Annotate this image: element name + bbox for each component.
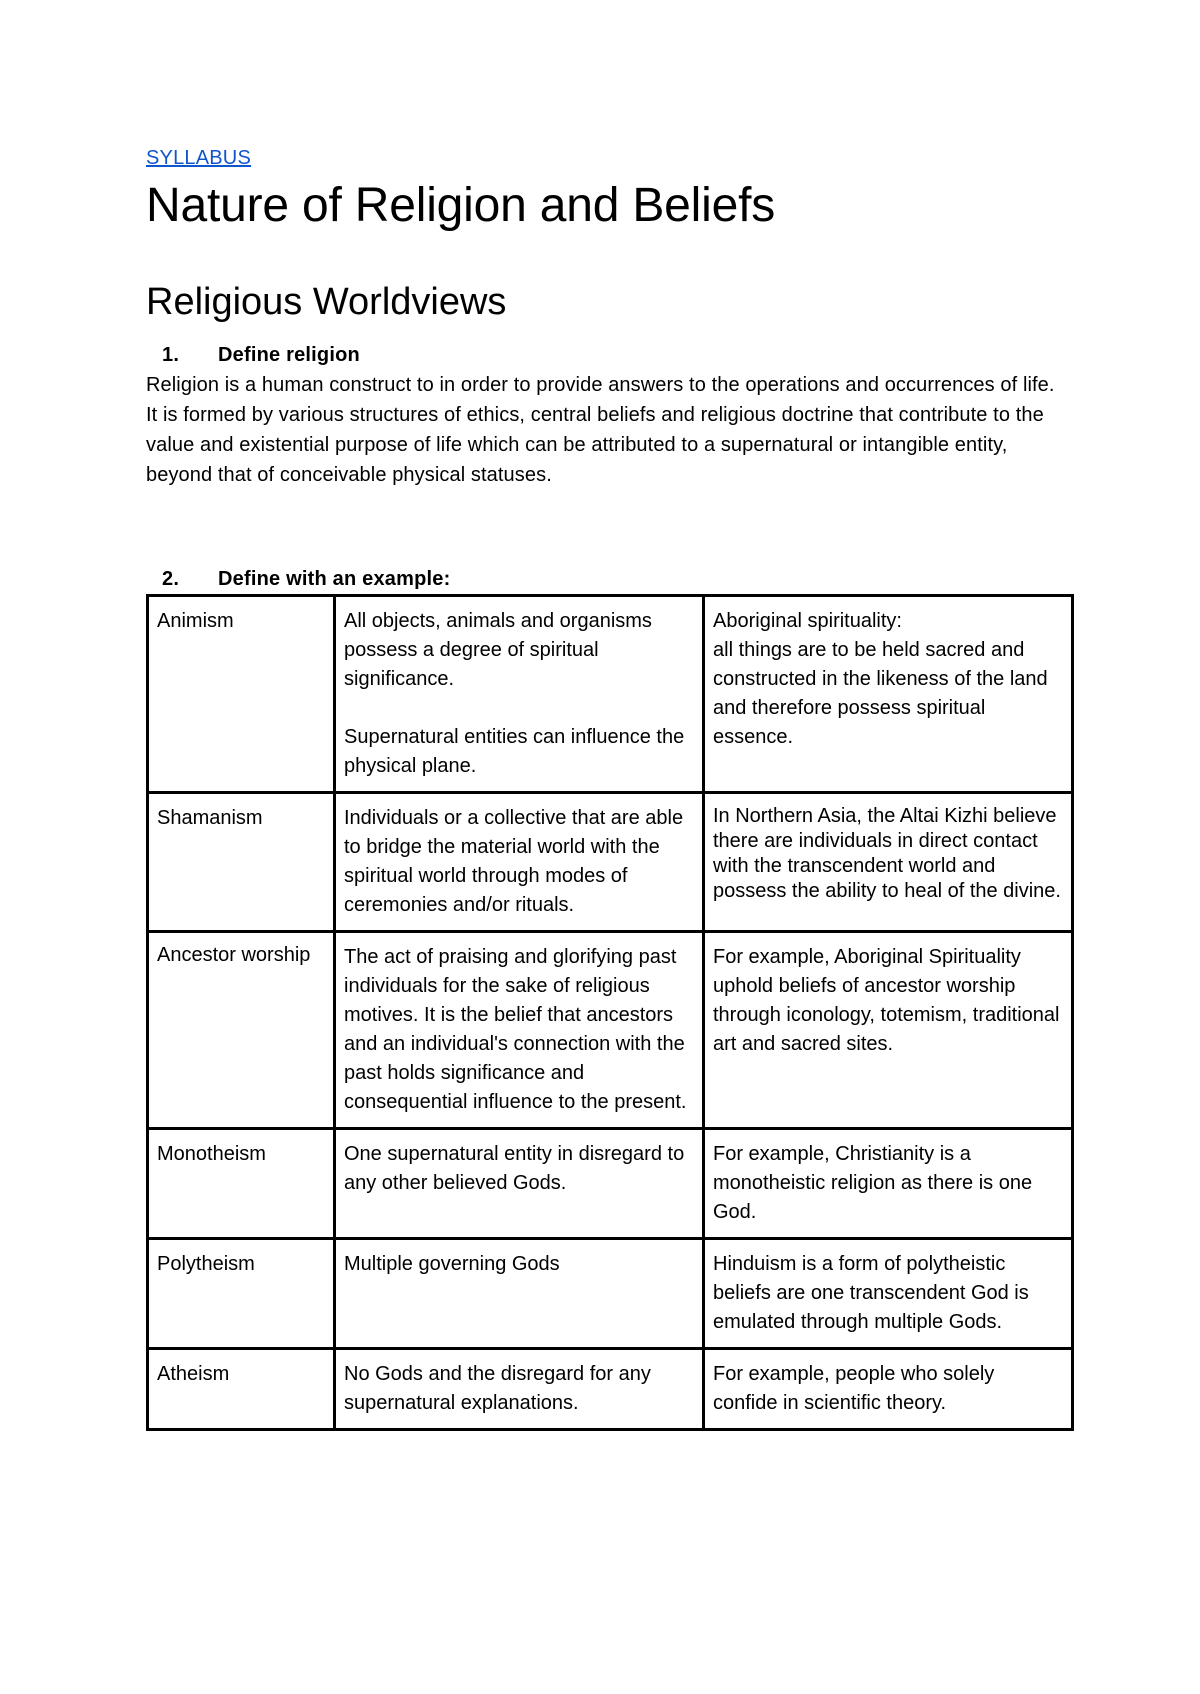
- term-cell: Polytheism: [148, 1239, 335, 1349]
- document-content: [146, 146, 1066, 1431]
- table-row: [148, 793, 1073, 932]
- table-row: [148, 596, 1073, 793]
- definition-text: All objects, animals and organisms possess a degree of spiritual significance.: [344, 610, 652, 690]
- term-cell: Ancestor worship: [148, 932, 335, 1129]
- definition-cell: The act of praising and glorifying past individuals for the sake of religious motives. It is the belief that ancestors and an individual's connection with the past holds significance and consequential influence to the present.: [335, 932, 704, 1129]
- question-2-number: 2.: [162, 568, 180, 590]
- syllabus-link[interactable]: SYLLABUS: [146, 147, 251, 169]
- example-cell: For example, Christianity is a monotheistic religion as there is one God.: [704, 1129, 1073, 1239]
- document-title: Nature of Religion and Beliefs: [146, 179, 776, 232]
- term-cell: Atheism: [148, 1349, 335, 1430]
- paragraph-gap: [344, 694, 694, 723]
- example-cell: [704, 596, 1073, 793]
- definition-cell: No Gods and the disregard for any supernatural explanations.: [335, 1349, 704, 1430]
- definition-cell: Multiple governing Gods: [335, 1239, 704, 1349]
- question-2-heading: [146, 566, 1066, 592]
- example-cell: For example, Aboriginal Spirituality uphold beliefs of ancestor worship through iconology, totemism, traditional art and sacred sites.: [704, 932, 1073, 1129]
- table-row: [148, 1349, 1073, 1430]
- term-cell: Shamanism: [148, 793, 335, 932]
- table-row: [148, 1129, 1073, 1239]
- definitions-table: [146, 594, 1074, 1431]
- definition-cell: One supernatural entity in disregard to any other believed Gods.: [335, 1129, 704, 1239]
- definition-extra-text: Supernatural entities can influence the physical plane.: [344, 726, 685, 777]
- definition-cell: [335, 596, 704, 793]
- example-label: Aboriginal spirituality:: [713, 610, 902, 632]
- question-1-heading: [146, 342, 1066, 368]
- example-cell: In Northern Asia, the Altai Kizhi believe there are individuals in direct contact with the transcendent world and possess the ability to heal of the divine.: [704, 793, 1073, 932]
- question-1-number: 1.: [162, 344, 180, 366]
- question-1-answer: Religion is a human construct to in order to provide answers to the operations and occurrences of life. It is formed by various structures of ethics, central beliefs and religious doctrine that contribute to the value and existential purpose of life which can be attributed to a supernatural or intangible entity, beyond that of conceivable physical statuses.: [146, 374, 1055, 486]
- term-cell: Monotheism: [148, 1129, 335, 1239]
- term-cell: Animism: [148, 596, 335, 793]
- table-row: [148, 932, 1073, 1129]
- example-cell: For example, people who solely confide in scientific theory.: [704, 1349, 1073, 1430]
- question-2-label: Define with an example:: [218, 568, 451, 590]
- question-1-label: Define religion: [218, 344, 360, 366]
- section-heading: Religious Worldviews: [146, 281, 507, 323]
- table-row: [148, 1239, 1073, 1349]
- example-cell: Hinduism is a form of polytheistic beliefs are one transcendent God is emulated through multiple Gods.: [704, 1239, 1073, 1349]
- definition-cell: Individuals or a collective that are able to bridge the material world with the spiritual world through modes of ceremonies and/or rituals.: [335, 793, 704, 932]
- example-text: all things are to be held sacred and constructed in the likeness of the land and therefore possess spiritual essence.: [713, 639, 1048, 748]
